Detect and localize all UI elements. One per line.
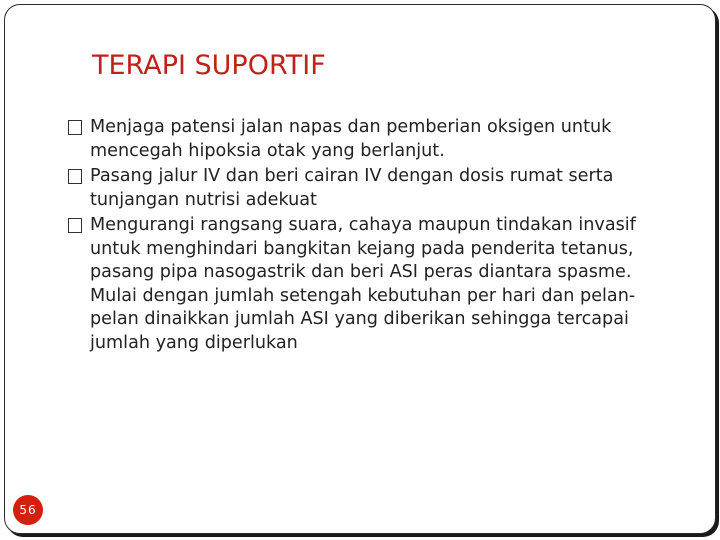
bullet-text: Pasang jalur IV dan beri cairan IV dengan dosis rumat serta tunjangan nutrisi adekuat: [90, 166, 614, 210]
bullet-item: [68, 116, 668, 163]
bullet-text: Mengurangi rangsang suara, cahaya maupun tindakan invasif untuk menghindari bangkitan kejang pada penderita tetanus, pasang pipa nasogastrik dan beri ASI peras diantara spasme. Mulai dengan jumlah setengah kebutuhan per hari dan pelan-pelan dinaikkan jumlah ASI yang diberikan sehingga tercapai jumlah yang diperlukan: [90, 215, 636, 353]
square-bullet-icon: [68, 169, 82, 184]
bullet-item: [68, 214, 668, 355]
square-bullet-icon: [68, 120, 82, 135]
bullet-text: Menjaga patensi jalan napas dan pemberian oksigen untuk mencegah hipoksia otak yang berlanjut.: [90, 117, 612, 161]
bullet-list: [68, 116, 668, 357]
square-bullet-icon: [68, 218, 82, 233]
slide-title: TERAPI SUPORTIF: [92, 50, 326, 81]
bullet-item: [68, 165, 668, 212]
page-number-badge: 56: [13, 495, 43, 525]
